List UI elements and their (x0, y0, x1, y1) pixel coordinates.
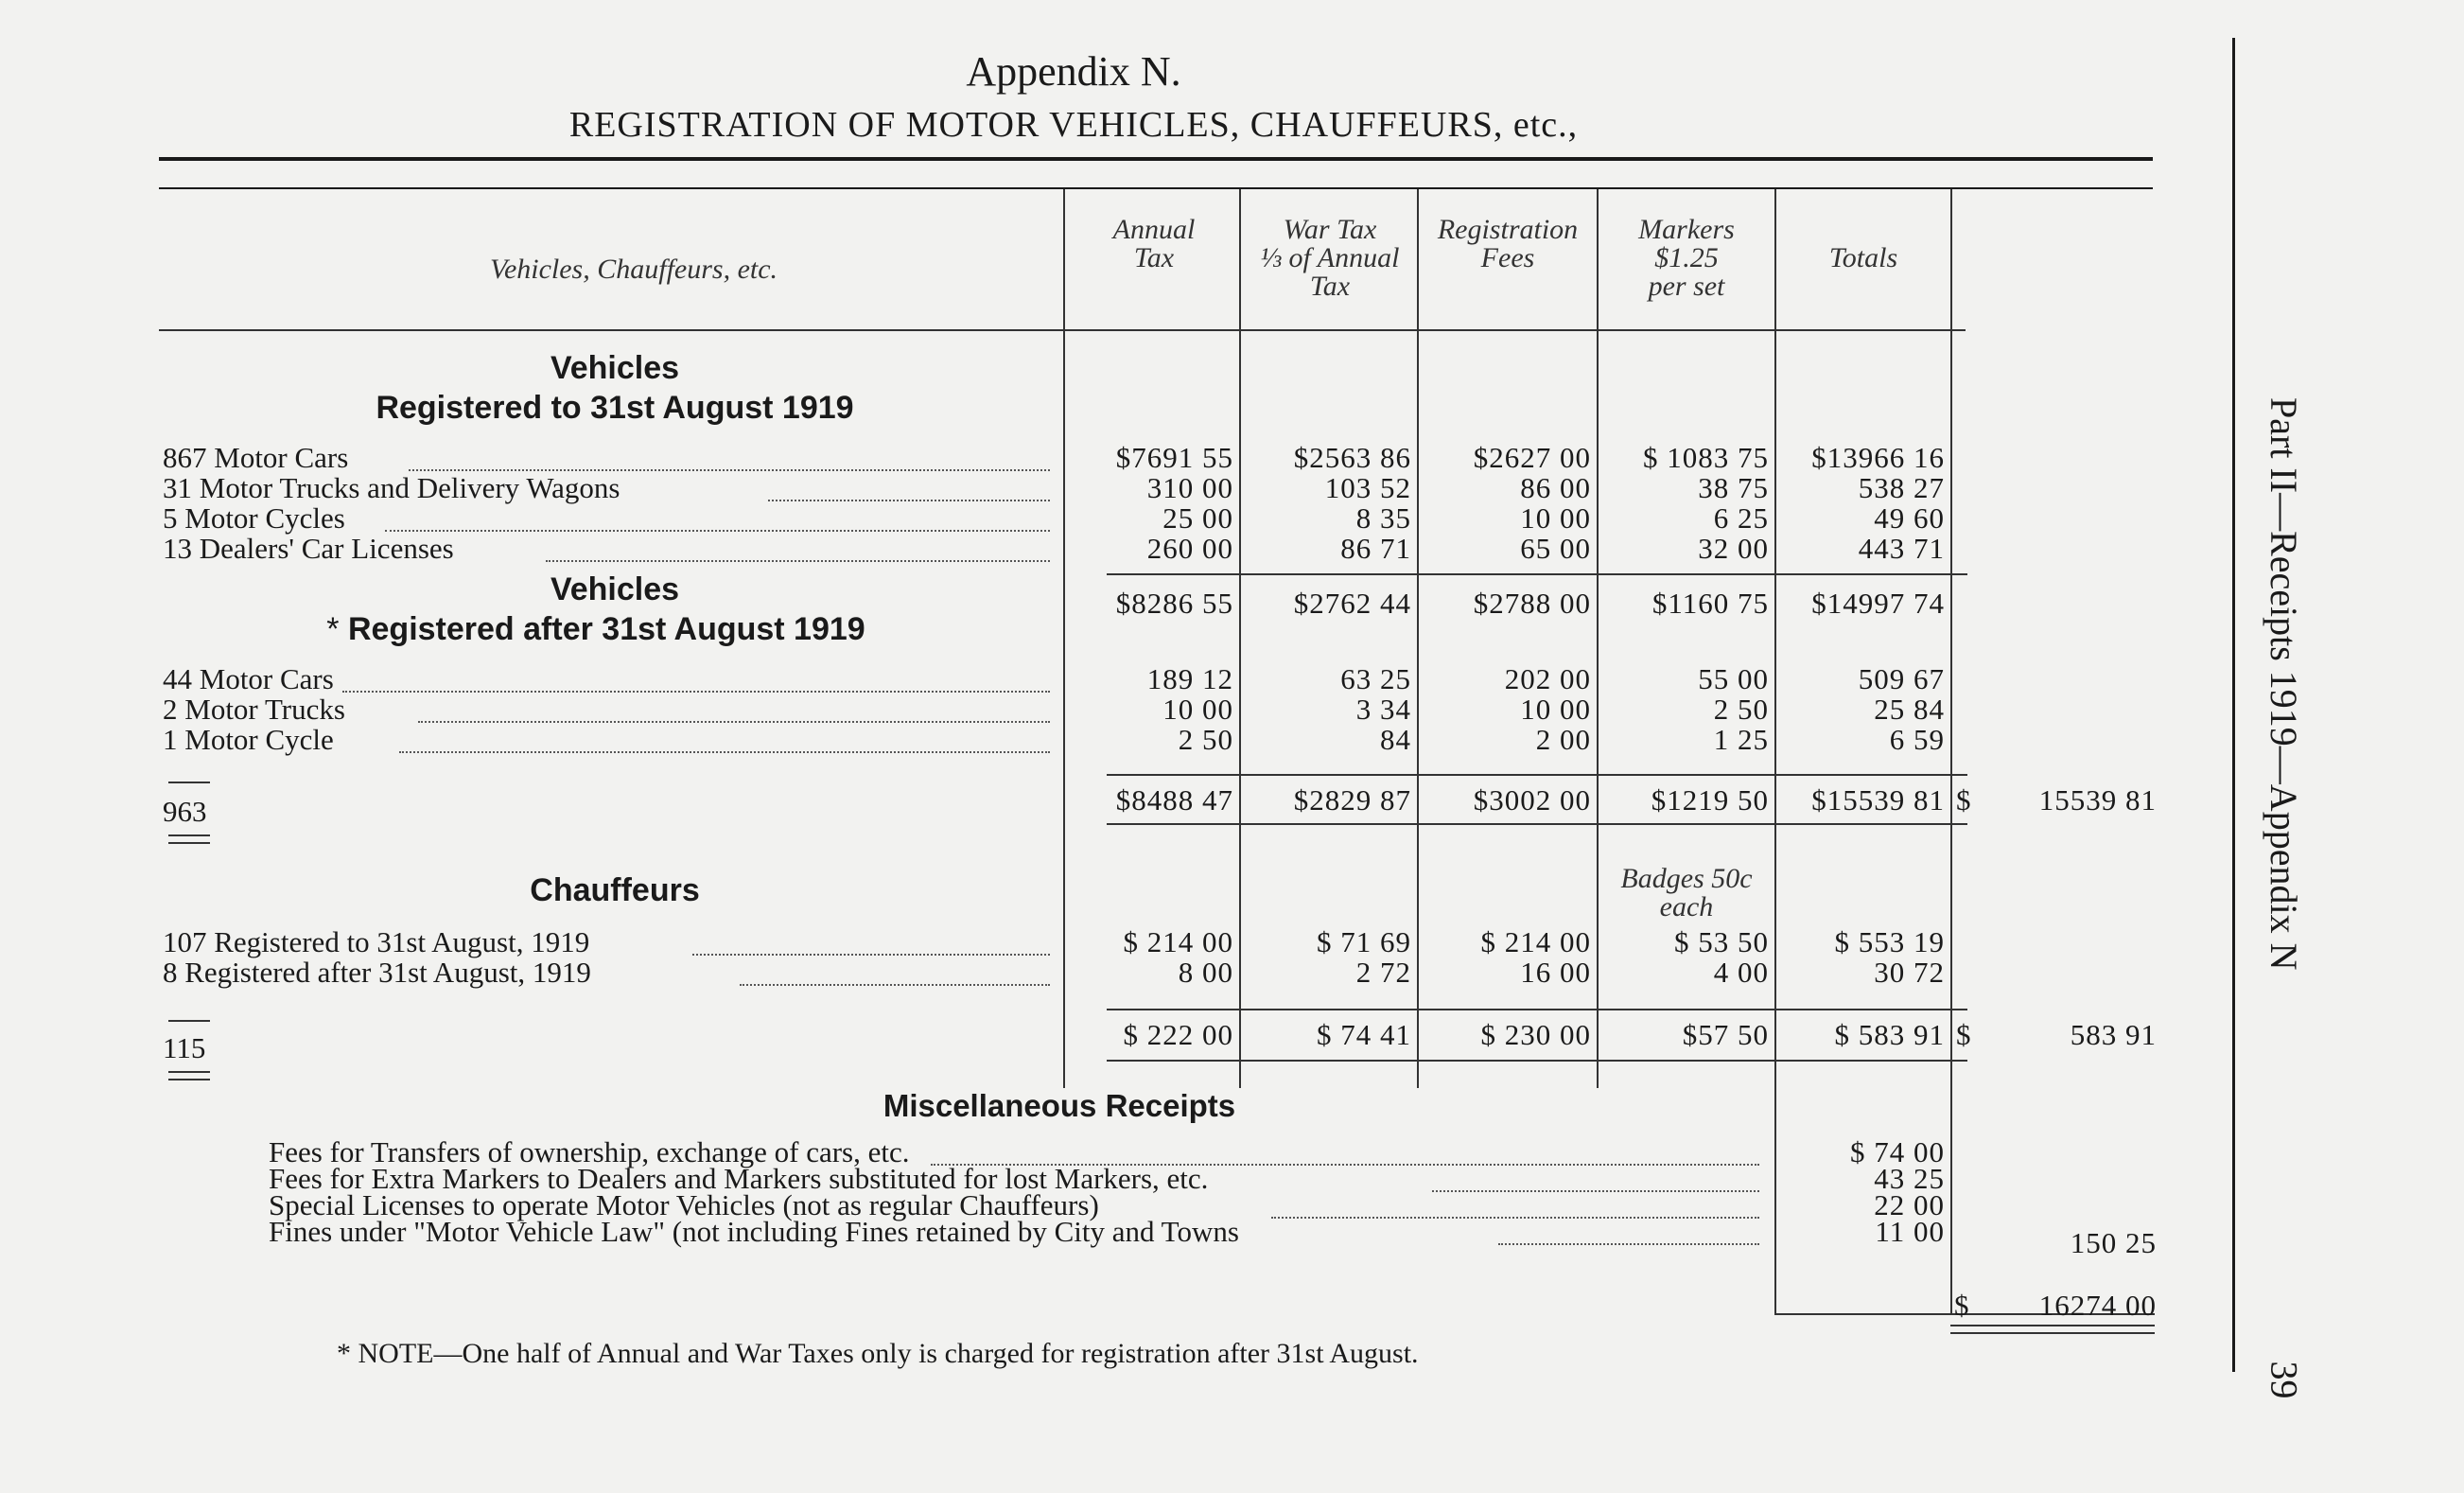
leader-dots (418, 721, 1050, 723)
row-label: 5 Motor Cycles (163, 501, 345, 535)
section-subheading-after: * Registered after 31st August 1919 (326, 611, 865, 647)
col-divider (1597, 189, 1599, 1088)
header-rule-thin (159, 187, 2153, 189)
chauffeur-total-rule (1107, 1009, 1967, 1010)
cell-reg: 202 00 (1504, 662, 1591, 695)
count-underline (168, 1079, 210, 1080)
page-title: Appendix N. (966, 48, 1181, 95)
misc-row-label: Special Licenses to operate Motor Vehicles (not as regular Chauffeurs) (269, 1188, 1099, 1221)
subtotal-rule (1107, 573, 1967, 575)
total-reg: $ 230 00 (1480, 1018, 1591, 1051)
total-annual: $ 222 00 (1123, 1018, 1233, 1051)
total-annual: $8488 47 (1115, 783, 1233, 817)
cell-markers: $ 1083 75 (1643, 441, 1769, 474)
cell-total: 49 60 (1874, 501, 1945, 535)
margin-rule (2232, 38, 2235, 1202)
grand-value: 15539 81 (2038, 783, 2157, 817)
cell-annual: 10 00 (1162, 693, 1233, 726)
misc-grand: 150 25 (2070, 1226, 2157, 1259)
cell-markers: 6 25 (1713, 501, 1769, 535)
misc-row-label: Fees for Extra Markers to Dealers and Markers substituted for lost Markers, etc. (269, 1162, 1209, 1195)
leader-dots (546, 560, 1050, 562)
misc-row-total: 43 25 (1874, 1162, 1945, 1195)
header-bottom-rule (159, 329, 1966, 331)
leader-dots (1271, 1217, 1759, 1219)
leader-dots (342, 691, 1050, 693)
leader-dots (1432, 1190, 1759, 1192)
cell-reg: $ 214 00 (1480, 925, 1591, 958)
cell-war: 2 72 (1355, 956, 1411, 989)
cell-annual: $7691 55 (1115, 441, 1233, 474)
cell-total: $13966 16 (1811, 441, 1945, 474)
column-header-totals: Totals (1828, 242, 1898, 273)
section-subheading: Registered to 31st August 1919 (376, 390, 854, 426)
section-heading-vehicles: Vehicles (550, 350, 680, 386)
cell-markers: 38 75 (1698, 471, 1769, 504)
cell-reg: 86 00 (1520, 471, 1591, 504)
leader-dots (768, 500, 1050, 501)
cell-war: 103 52 (1324, 471, 1411, 504)
cell-total: $ 553 19 (1834, 925, 1945, 958)
misc-row-label: Fines under "Motor Vehicle Law" (not including Fines retained by City and Towns (269, 1215, 1239, 1248)
cell-total: 30 72 (1874, 956, 1945, 989)
misc-row-label: Fees for Transfers of ownership, exchange of cars, etc. (269, 1135, 910, 1168)
count-underline (168, 1071, 210, 1073)
row-label: 107 Registered to 31st August, 1919 (163, 925, 590, 958)
cell-markers: 4 00 (1713, 956, 1769, 989)
total-markers: $57 50 (1682, 1018, 1769, 1051)
total-war: $2829 87 (1293, 783, 1411, 817)
cell-war: 3 34 (1355, 693, 1411, 726)
page-number: 39 (2263, 1361, 2306, 1399)
column-header-markers: Markers $1.25 per set (1638, 214, 1735, 302)
page-subtitle: REGISTRATION OF MOTOR VEHICLES, CHAUFFEURS, etc., (568, 105, 1579, 145)
misc-row-total: 22 00 (1874, 1188, 1945, 1221)
cell-reg: 10 00 (1520, 693, 1591, 726)
leader-dots (399, 751, 1050, 753)
cell-markers: 55 00 (1698, 662, 1769, 695)
cell-markers: 1 25 (1713, 723, 1769, 756)
total-total: $14997 74 (1811, 587, 1945, 620)
section-heading-misc: Miscellaneous Receipts (882, 1088, 1236, 1123)
row-label: 44 Motor Cars (163, 662, 334, 695)
cell-war: 63 25 (1340, 662, 1411, 695)
cell-war: 8 35 (1355, 501, 1411, 535)
cell-reg: $2627 00 (1473, 441, 1591, 474)
section-heading-vehicles-after: Vehicles (550, 571, 680, 607)
grand-total-sign: $ (1954, 1289, 1970, 1322)
count-underline (168, 842, 210, 844)
col-divider (1417, 189, 1419, 1088)
vehicle-count-total: 963 (163, 795, 207, 828)
cell-reg: 65 00 (1520, 532, 1591, 565)
total-rule (1107, 774, 1967, 776)
cell-war: 86 71 (1340, 532, 1411, 565)
cell-reg: 16 00 (1520, 956, 1591, 989)
cell-total: 443 71 (1858, 532, 1945, 565)
footnote-marker: * (326, 611, 340, 647)
col-divider (1063, 189, 1065, 1088)
column-header-desc: Vehicles, Chauffeurs, etc. (489, 254, 778, 285)
leader-dots (740, 984, 1050, 986)
column-header-reg: Registration Fees (1437, 214, 1579, 273)
misc-row-total: 11 00 (1875, 1215, 1945, 1248)
misc-row-total: $ 74 00 (1850, 1135, 1945, 1168)
total-reg: $2788 00 (1473, 587, 1591, 620)
total-reg: $3002 00 (1473, 783, 1591, 817)
col-divider (1774, 189, 1776, 1315)
leader-dots (385, 530, 1050, 532)
cell-war: $2563 86 (1293, 441, 1411, 474)
count-rule (168, 782, 210, 783)
grand-value: 583 91 (2070, 1018, 2157, 1051)
grand-underline (1950, 1325, 2155, 1326)
cell-markers: 32 00 (1698, 532, 1769, 565)
row-label: 31 Motor Trucks and Delivery Wagons (163, 471, 620, 504)
total-total: $15539 81 (1811, 783, 1945, 817)
col-divider (1950, 189, 1952, 1315)
total-war: $ 74 41 (1317, 1018, 1411, 1051)
side-running-header: Part II—Receipts 1919—Appendix N (2263, 397, 2305, 971)
leader-dots (692, 954, 1050, 956)
cell-markers: 2 50 (1713, 693, 1769, 726)
cell-annual: 2 50 (1178, 723, 1233, 756)
cell-annual: 310 00 (1146, 471, 1233, 504)
cell-annual: $ 214 00 (1123, 925, 1233, 958)
total-underline (1107, 823, 1967, 825)
grand-sign: $ (1956, 1018, 1972, 1051)
col-divider (1239, 189, 1241, 1088)
total-markers: $1219 50 (1651, 783, 1769, 817)
cell-war: $ 71 69 (1317, 925, 1411, 958)
margin-rule (2232, 1306, 2235, 1372)
cell-total: 509 67 (1858, 662, 1945, 695)
column-header-war: War Tax ⅓ of Annual Tax (1260, 214, 1400, 302)
row-label: 13 Dealers' Car Licenses (163, 532, 454, 565)
chauffeur-total-underline (1107, 1060, 1967, 1062)
cell-total: 538 27 (1858, 471, 1945, 504)
grand-underline (1950, 1332, 2155, 1334)
count-underline (168, 834, 210, 836)
grand-total-value: 16274 00 (2038, 1289, 2157, 1322)
cell-markers: $ 53 50 (1674, 925, 1769, 958)
section-heading-chauffeurs: Chauffeurs (530, 872, 700, 908)
row-label: 8 Registered after 31st August, 1919 (163, 956, 591, 989)
leader-dots (1498, 1243, 1759, 1245)
cell-reg: 2 00 (1535, 723, 1591, 756)
cell-annual: 260 00 (1146, 532, 1233, 565)
badges-header: Badges 50c each (1620, 863, 1753, 922)
footnote: * NOTE—One half of Annual and War Taxes only is charged for registration after 31st August. (337, 1338, 1419, 1369)
column-header-annual: Annual Tax (1112, 214, 1196, 273)
cell-total: 6 59 (1889, 723, 1945, 756)
grand-sign: $ (1956, 783, 1972, 817)
cell-war: 84 (1380, 723, 1411, 756)
total-annual: $8286 55 (1115, 587, 1233, 620)
header-rule-thick (159, 157, 2153, 161)
margin-rule (2232, 1194, 2235, 1308)
cell-annual: 25 00 (1162, 501, 1233, 535)
cell-total: 25 84 (1874, 693, 1945, 726)
chauffeur-count-total: 115 (163, 1031, 206, 1064)
row-label: 1 Motor Cycle (163, 723, 334, 756)
total-markers: $1160 75 (1651, 587, 1769, 620)
cell-annual: 8 00 (1178, 956, 1233, 989)
cell-reg: 10 00 (1520, 501, 1591, 535)
row-label: 2 Motor Trucks (163, 693, 345, 726)
row-label: 867 Motor Cars (163, 441, 349, 474)
total-total: $ 583 91 (1834, 1018, 1945, 1051)
cell-annual: 189 12 (1146, 662, 1233, 695)
count-rule (168, 1020, 210, 1022)
total-war: $2762 44 (1293, 587, 1411, 620)
